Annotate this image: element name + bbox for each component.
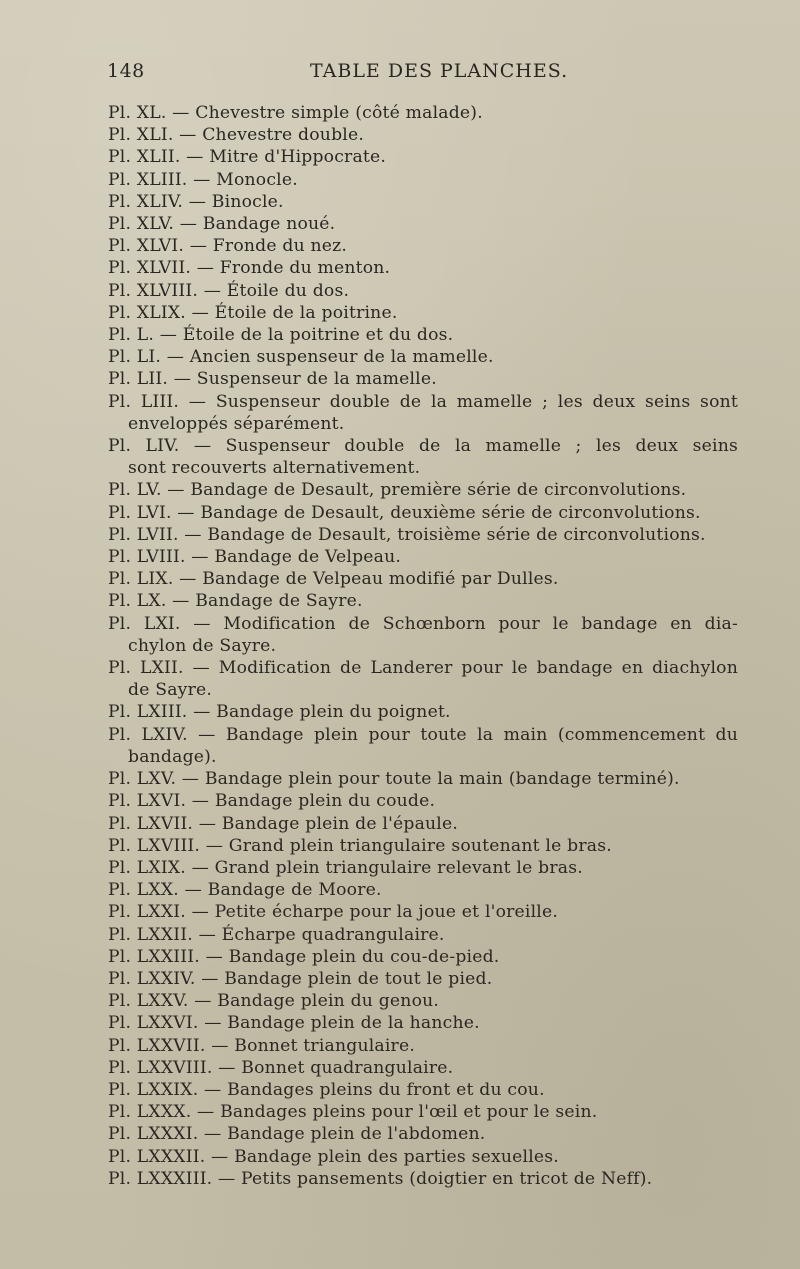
plate-entry <box>108 1146 738 1168</box>
plate-entry <box>108 657 738 701</box>
plate-entry <box>108 1168 738 1190</box>
plate-entry <box>108 302 738 324</box>
plate-entry <box>108 346 738 368</box>
plate-entry <box>108 502 738 524</box>
plate-entry <box>108 235 738 257</box>
plate-entry-line: Pl. XLV. — Bandage noué. <box>108 214 336 235</box>
plate-entry <box>108 1101 738 1123</box>
plate-entry <box>108 524 738 546</box>
plate-entry <box>108 257 738 279</box>
plate-entry <box>108 169 738 191</box>
plate-entry-line: Pl. LVIII. — Bandage de Velpeau. <box>108 547 402 568</box>
plate-entry <box>108 879 738 901</box>
plate-entry-line: Pl. LXXV. — Bandage plein du genou. <box>108 991 440 1012</box>
plate-entry <box>108 102 738 124</box>
plate-entry <box>108 1035 738 1057</box>
plate-entry <box>108 990 738 1012</box>
plate-entry <box>108 835 738 857</box>
page-header <box>107 60 727 90</box>
plate-entry-line: Pl. LXVI. — Bandage plein du coude. <box>108 791 436 812</box>
plate-entry <box>108 435 738 479</box>
plate-entry-line: Pl. LIX. — Bandage de Velpeau modifié par Dulles. <box>108 569 559 590</box>
plate-entry-line: Pl. LVI. — Bandage de Desault, deuxième série de circonvolutions. <box>108 502 701 523</box>
page-number: 148 <box>107 60 145 82</box>
plate-entry-line: Pl. XL. — Chevestre simple (côté malade). <box>108 103 483 123</box>
plate-entry <box>108 701 738 723</box>
plate-entry-line: Pl. LXIX. — Grand plein triangulaire relevant le bras. <box>108 857 583 878</box>
plate-entry-line: Pl. XLVIII. — Étoile du dos. <box>108 280 350 301</box>
plate-entry <box>108 391 738 435</box>
plate-entry <box>108 1057 738 1079</box>
plate-entry-line: Pl. LXIV. — Bandage plein pour toute la main (commencement du <box>108 724 738 745</box>
plate-entry-line: Pl. LXV. — Bandage plein pour toute la main (bandage terminé). <box>108 769 680 790</box>
plate-entry <box>108 790 738 812</box>
plate-entry-line: Pl. LVII. — Bandage de Desault, troisième série de circonvolutions. <box>108 524 706 545</box>
plate-entry-line: Pl. LXXVIII. — Bonnet quadrangulaire. <box>108 1057 454 1078</box>
plate-entry-line: Pl. LIV. — Suspenseur double de la mamelle ; les deux seins <box>108 436 738 457</box>
plate-entry-continuation: bandage). <box>128 746 217 767</box>
plate-entry-continuation: enveloppés séparément. <box>128 413 345 434</box>
plate-entry <box>108 724 738 768</box>
plate-entry-continuation: chylon de Sayre. <box>128 635 277 656</box>
plate-entry-line: Pl. XLVII. — Fronde du menton. <box>108 258 391 279</box>
plate-entry-continuation: sont recouverts alternativement. <box>128 458 421 479</box>
plate-entry-line: Pl. XLIX. — Étoile de la poitrine. <box>108 302 398 323</box>
plate-entry-line: Pl. LXX. — Bandage de Moore. <box>108 880 382 901</box>
plate-entry <box>108 613 738 657</box>
plate-entry <box>108 568 738 590</box>
plate-entry-line: Pl. LX. — Bandage de Sayre. <box>108 591 363 612</box>
plate-entry-line: Pl. LXXXII. — Bandage plein des parties sexuelles. <box>108 1146 559 1167</box>
plate-entry-line: Pl. LXIII. — Bandage plein du poignet. <box>108 702 451 723</box>
plate-entry <box>108 924 738 946</box>
plate-entry-line: Pl. LXXII. — Écharpe quadrangulaire. <box>108 924 445 945</box>
plate-entry-line: Pl. LXXXIII. — Petits pansements (doigtier en tricot de Neff). <box>108 1168 653 1189</box>
plate-entry-line: Pl. L. — Étoile de la poitrine et du dos. <box>108 325 454 346</box>
plate-entry <box>108 813 738 835</box>
plate-entry-line: Pl. LXXX. — Bandages pleins pour l'œil et pour le sein. <box>108 1102 598 1123</box>
plate-entry <box>108 368 738 390</box>
plate-entry-line: Pl. LXII. — Modification de Landerer pour le bandage en diachylon <box>108 658 738 679</box>
plate-entry <box>108 768 738 790</box>
plate-entry-line: Pl. XLIV. — Binocle. <box>108 191 284 212</box>
plate-entry-continuation: de Sayre. <box>128 680 213 701</box>
plate-entry <box>108 1079 738 1101</box>
plate-entry-line: Pl. LXXIX. — Bandages pleins du front et du cou. <box>108 1079 545 1100</box>
plate-entry-line: Pl. XLIII. — Monocle. <box>108 169 298 190</box>
plate-entry-line: Pl. LXVIII. — Grand plein triangulaire soutenant le bras. <box>108 835 612 856</box>
plate-entry <box>108 968 738 990</box>
plate-entry <box>108 901 738 923</box>
plate-entry <box>108 946 738 968</box>
plate-entry <box>108 146 738 168</box>
running-title: TABLE DES PLANCHES. <box>310 60 569 82</box>
plate-entry <box>108 479 738 501</box>
plate-entry-line: Pl. LXXVI. — Bandage plein de la hanche. <box>108 1013 480 1034</box>
plate-entry-line: Pl. LXXIII. — Bandage plein du cou-de-pied. <box>108 946 500 967</box>
plate-entry-line: Pl. LIII. — Suspenseur double de la mamelle ; les deux seins sont <box>108 391 738 412</box>
plate-entry-line: Pl. LXI. — Modification de Schœnborn pour le bandage en dia- <box>108 613 738 634</box>
plate-entry <box>108 1012 738 1034</box>
plate-entry <box>108 1123 738 1145</box>
plate-entry-line: Pl. LV. — Bandage de Desault, première série de circonvolutions. <box>108 480 687 501</box>
plates-list <box>108 102 738 1190</box>
plate-entry-line: Pl. LXXI. — Petite écharpe pour la joue et l'oreille. <box>108 902 559 923</box>
plate-entry <box>108 124 738 146</box>
plate-entry-line: Pl. LXXVII. — Bonnet triangulaire. <box>108 1035 416 1056</box>
plate-entry <box>108 191 738 213</box>
plate-entry <box>108 280 738 302</box>
plate-entry-line: Pl. LI. — Ancien suspenseur de la mamelle. <box>108 347 494 368</box>
plate-entry-line: Pl. XLI. — Chevestre double. <box>108 125 365 146</box>
plate-entry-line: Pl. LXVII. — Bandage plein de l'épaule. <box>108 813 459 834</box>
plate-entry <box>108 590 738 612</box>
plate-entry-line: Pl. XLVI. — Fronde du nez. <box>108 236 348 257</box>
plate-entry-line: Pl. XLII. — Mitre d'Hippocrate. <box>108 147 387 168</box>
plate-entry <box>108 857 738 879</box>
plate-entry <box>108 546 738 568</box>
plate-entry-line: Pl. LXXXI. — Bandage plein de l'abdomen. <box>108 1124 486 1145</box>
plate-entry-line: Pl. LXXIV. — Bandage plein de tout le pied. <box>108 968 493 989</box>
plate-entry <box>108 324 738 346</box>
plate-entry-line: Pl. LII. — Suspenseur de la mamelle. <box>108 369 437 390</box>
plate-entry <box>108 213 738 235</box>
